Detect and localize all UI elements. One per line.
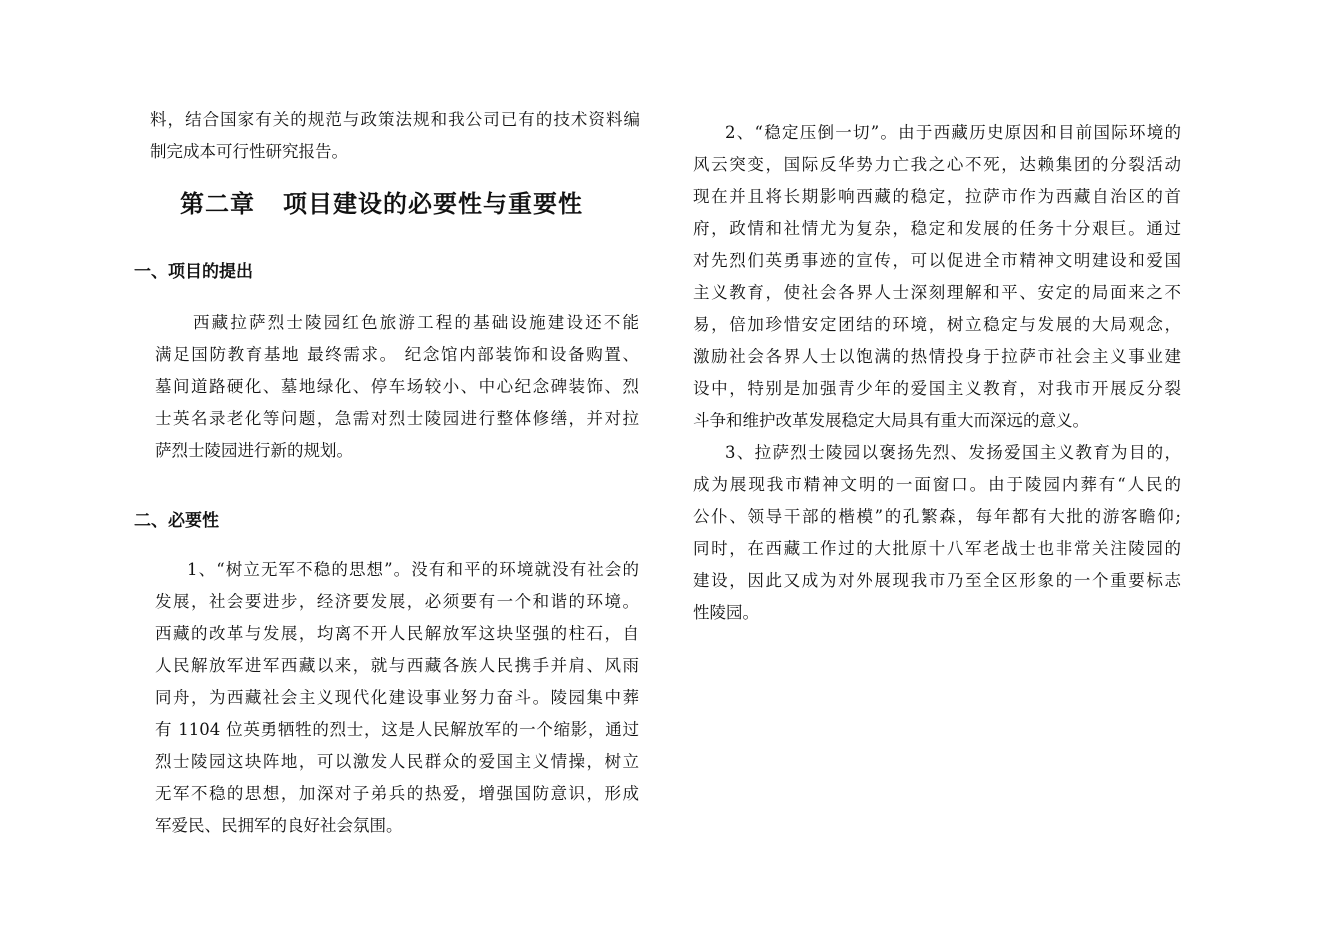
section-heading-necessity: 二、必要性 — [134, 511, 219, 531]
text-line: 同舟，为西藏社会主义现代化建设事业努力奋斗。陵园集中葬 — [155, 688, 639, 707]
text-line: 士英名录老化等问题，急需对烈士陵园进行整体修缮，并对拉 — [155, 409, 639, 428]
text-line: 公仆、领导干部的楷模”的孔繁森，每年都有大批的游客瞻仰; — [693, 507, 1181, 526]
text-line: 主义教育，使社会各界人士深刻理解和平、安定的局面来之不 — [693, 283, 1181, 302]
intro-paragraph — [150, 104, 640, 168]
text-line: 人民解放军进军西藏以来，就与西藏各族人民携手并肩、风雨 — [155, 656, 639, 675]
text-line: 无军不稳的思想，加深对子弟兵的热爱，增强国防意识，形成 — [155, 784, 639, 803]
text-line: 3、拉萨烈士陵园以褒扬先烈、发扬爱国主义教育为目的， — [725, 443, 1181, 462]
text-line: 有 1104 位英勇牺牲的烈士，这是人民解放军的一个缩影，通过 — [155, 720, 639, 739]
paragraph-stability — [693, 117, 1181, 437]
text-line: 对先烈们英勇事迹的宣传，可以促进全市精神文明建设和爱国 — [693, 251, 1181, 270]
chapter-title — [180, 184, 583, 219]
text-line: 烈士陵园这块阵地，可以激发人民群众的爱国主义情操，树立 — [155, 752, 639, 771]
text-line: 墓间道路硬化、墓地绿化、停车场较小、中心纪念碑装饰、烈 — [155, 377, 639, 396]
text-line: 发展，社会要进步，经济要发展，必须要有一个和谐的环境。 — [155, 592, 639, 611]
text-line: 西藏的改革与发展，均离不开人民解放军这块坚强的柱石，自 — [155, 624, 639, 643]
text-line: 军爱民、民拥军的良好社会氛围。 — [155, 816, 403, 835]
text-line: 萨烈士陵园进行新的规划。 — [155, 441, 353, 460]
paragraph-cemetery — [693, 437, 1181, 629]
section-heading-proposal: 一、项目的提出 — [134, 262, 253, 282]
text-line: 设中，特别是加强青少年的爱国主义教育，对我市开展反分裂 — [693, 379, 1181, 398]
right-column — [693, 117, 1181, 629]
text-line: 料，结合国家有关的规范与政策法规和我公司已有的技术资料编 — [150, 110, 640, 129]
text-line: 斗争和维护改革发展稳定大局具有重大而深远的意义。 — [693, 411, 1089, 430]
text-line: 风云突变，国际反华势力亡我之心不死，达赖集团的分裂活动 — [693, 155, 1181, 174]
text-line: 1、“树立无军不稳的思想”。没有和平的环境就没有社会的 — [187, 560, 639, 579]
text-line: 满足国防教育基地 最终需求。 纪念馆内部装饰和设备购置、 — [155, 345, 639, 364]
text-line: 激励社会各界人士以饱满的热情投身于拉萨市社会主义事业建 — [693, 347, 1181, 366]
text-line: 制完成本可行性研究报告。 — [150, 142, 348, 161]
chapter-name: 项目建设的必要性与重要性 — [283, 189, 583, 218]
text-line: 成为展现我市精神文明的一面窗口。由于陵园内葬有“人民的 — [693, 475, 1181, 494]
text-line: 建设，因此又成为对外展现我市乃至全区形象的一个重要标志 — [693, 571, 1181, 590]
text-line: 性陵园。 — [693, 603, 759, 622]
text-line: 2、“稳定压倒一切”。由于西藏历史原因和目前国际环境的 — [725, 123, 1181, 142]
text-line: 同时，在西藏工作过的大批原十八军老战士也非常关注陵园的 — [693, 539, 1181, 558]
text-line: 府，政情和社情尤为复杂，稳定和发展的任务十分艰巨。通过 — [693, 219, 1181, 238]
text-line: 西藏拉萨烈士陵园红色旅游工程的基础设施建设还不能 — [193, 313, 639, 332]
chapter-number: 第二章 — [180, 189, 255, 218]
section1-paragraph — [155, 307, 639, 467]
section2-paragraph — [155, 554, 639, 842]
text-line: 易，倍加珍惜安定团结的环境，树立稳定与发展的大局观念， — [693, 315, 1181, 334]
text-line: 现在并且将长期影响西藏的稳定，拉萨市作为西藏自治区的首 — [693, 187, 1181, 206]
